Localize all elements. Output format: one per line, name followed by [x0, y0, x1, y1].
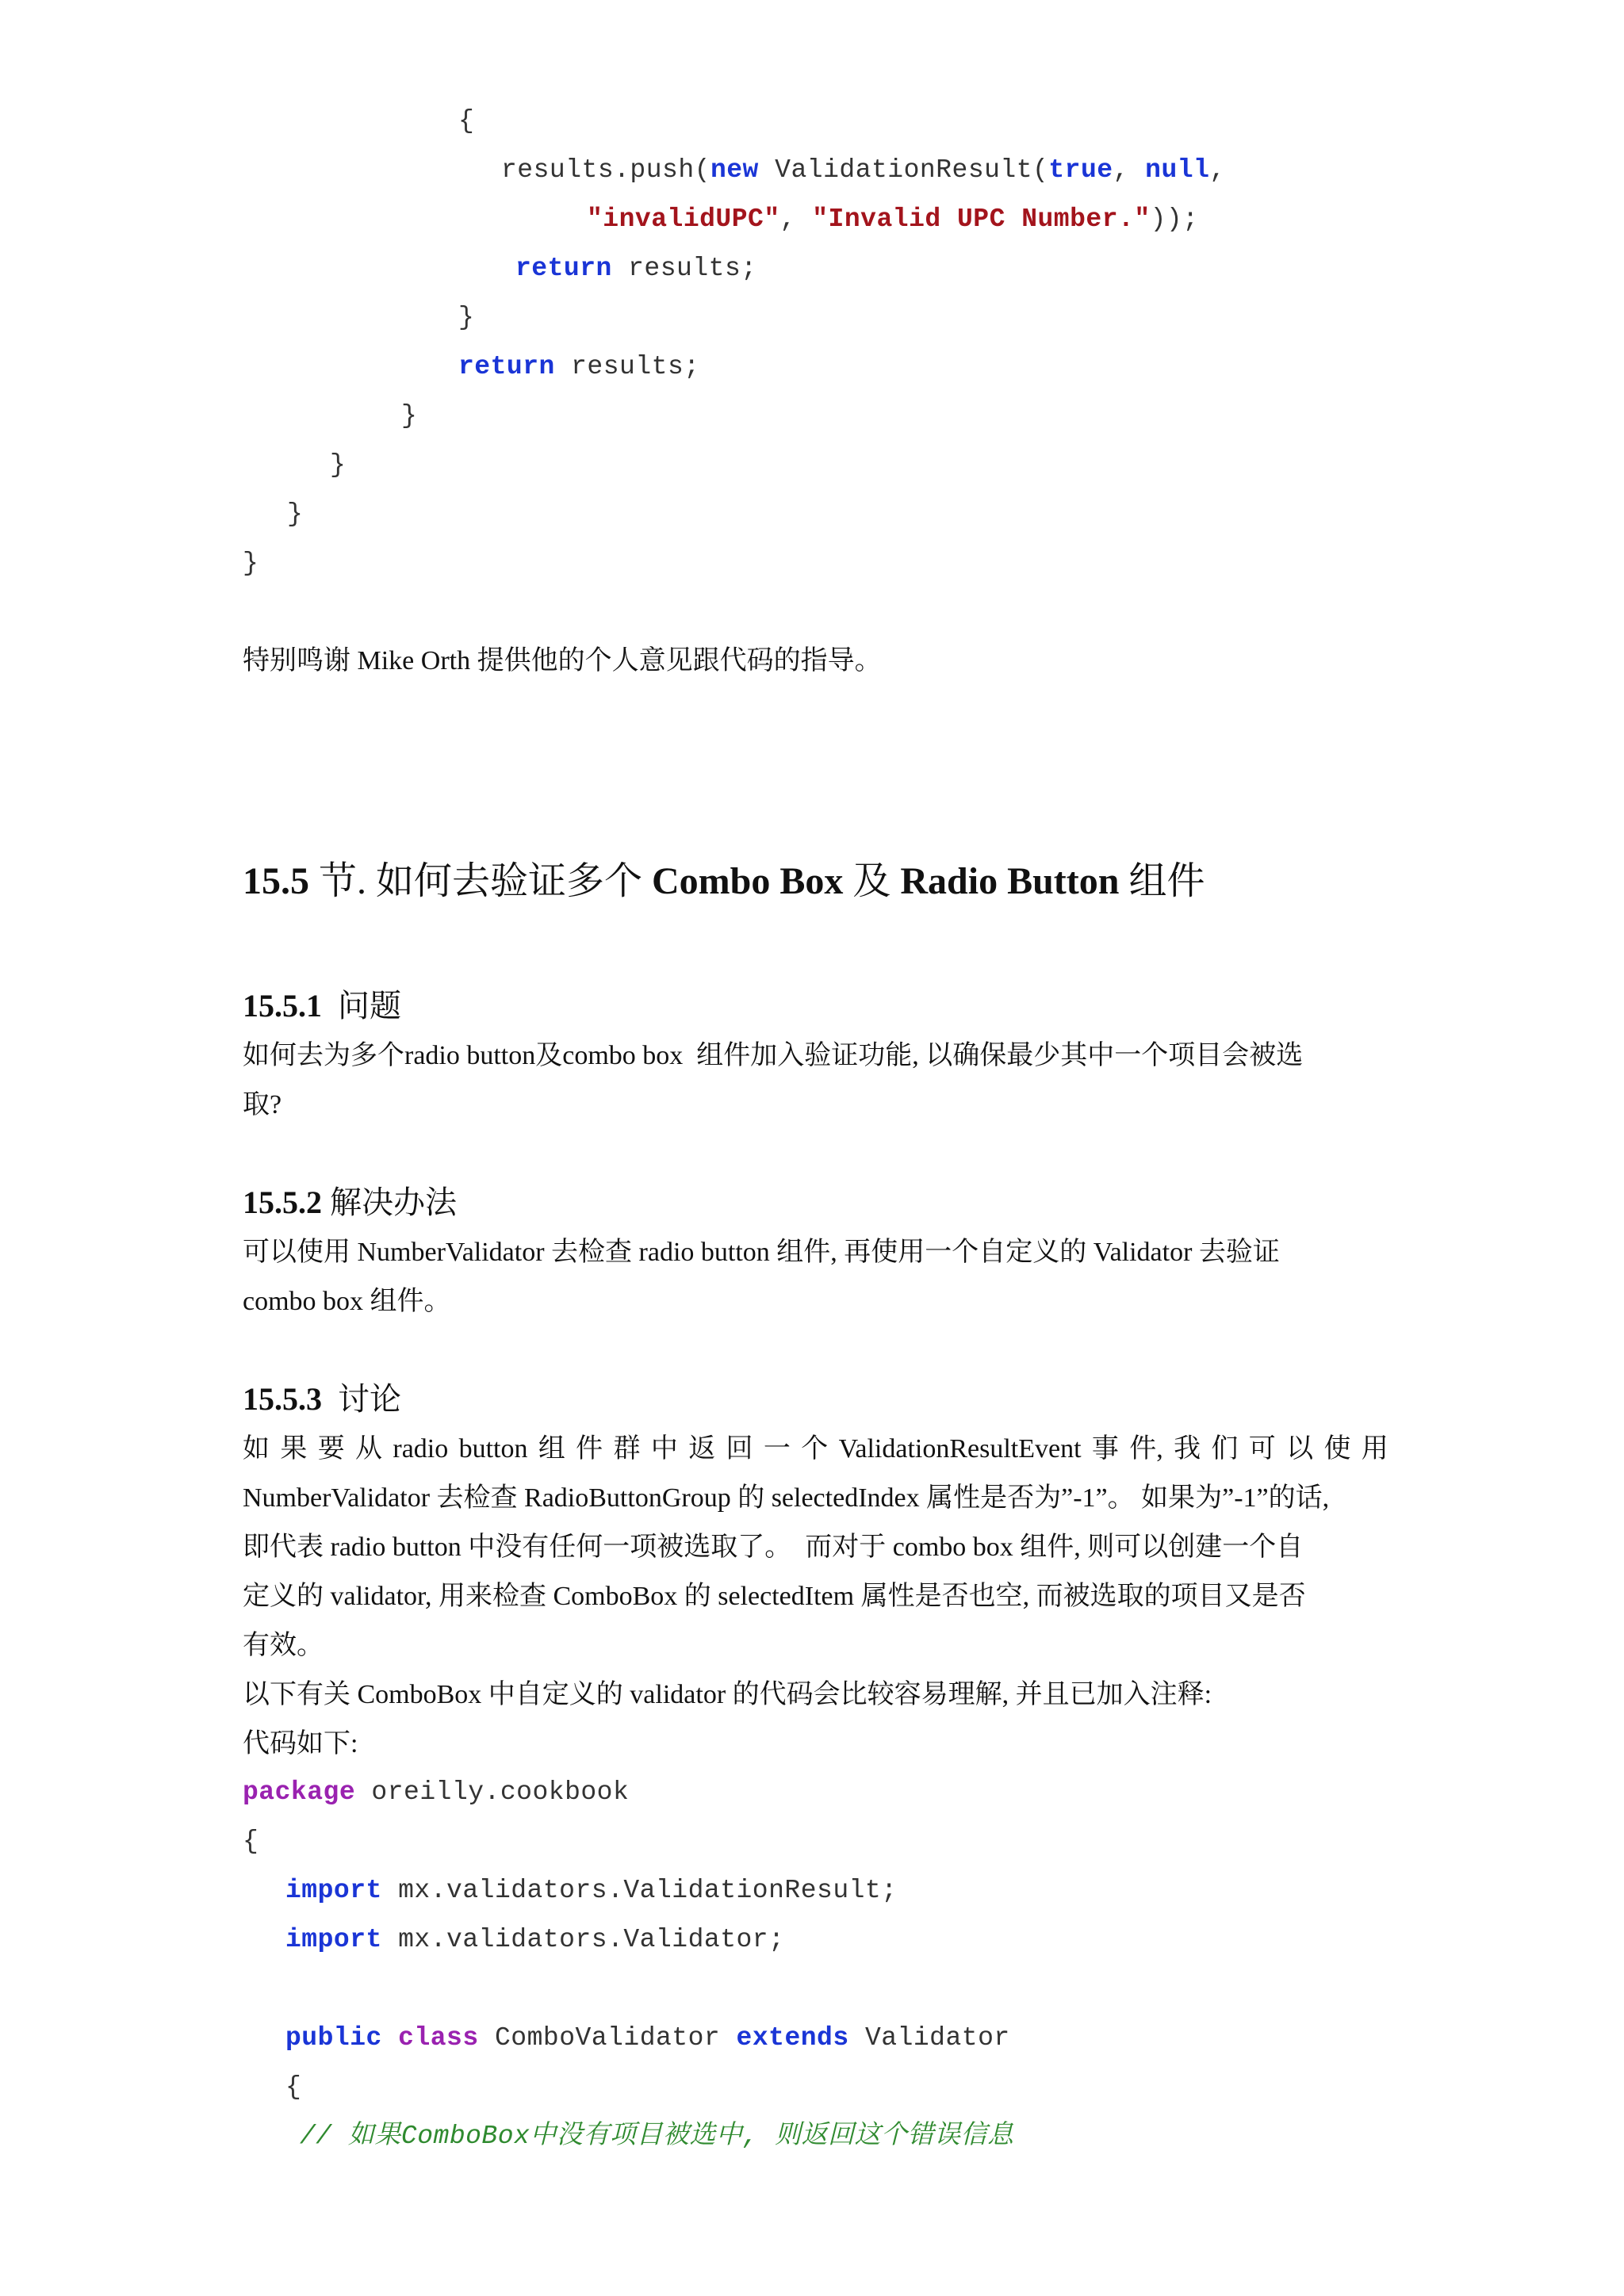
string-literal: "invalidUPC" — [587, 205, 780, 234]
paragraph-line: 可以使用 NumberValidator 去检查 radio button 组件, 再使用一个自定义的 Validator 去验证 — [243, 1238, 1280, 1267]
code-line: return results; — [458, 352, 700, 381]
code-line: import mx.validators.ValidationResult; — [285, 1876, 898, 1905]
code-line: } — [401, 401, 418, 430]
code-line: results.push(new ValidationResult(true, null, — [501, 155, 1226, 185]
code-line: "invalidUPC", "Invalid UPC Number.")); — [587, 205, 1199, 234]
code-line: import mx.validators.Validator; — [285, 1925, 785, 1954]
string-literal: "Invalid UPC Number." — [812, 205, 1151, 234]
keyword: package — [243, 1777, 356, 1807]
paragraph-line: 有效。 — [243, 1631, 324, 1660]
keyword: return — [515, 254, 612, 283]
keyword: true — [1048, 155, 1113, 185]
keyword: extends — [736, 2023, 849, 2053]
paragraph-line: NumberValidator 去检查 RadioButtonGroup 的 selectedIndex 属性是否为”-1”。 如果为”-1”的话, — [243, 1483, 1330, 1513]
code-line: } — [458, 303, 475, 332]
code-line: { — [458, 106, 475, 136]
subsection-title-problem: 15.5.1 问题 — [243, 988, 401, 1024]
keyword: public — [285, 2023, 382, 2053]
paragraph-line: 如何去为多个radio button及combo box 组件加入验证功能, 以确保最少其中一个项目会被选 — [243, 1041, 1304, 1070]
paragraph-line-justified: 如 果 要 从 radio button 组 件 群 中 返 回 一 个 ValidationResultEvent 事 件, 我 们 可 以 使 用 — [243, 1434, 1388, 1464]
acknowledgement-text: 特别鸣谢 Mike Orth 提供他的个人意见跟代码的指导。 — [243, 646, 882, 675]
paragraph-line: 代码如下: — [243, 1729, 358, 1758]
keyword: import — [285, 1876, 382, 1905]
section-title: 15.5 节. 如何去验证多个 Combo Box 及 Radio Button 组件 — [243, 860, 1205, 902]
paragraph-line: 即代表 radio button 中没有任何一项被选取了。 而对于 combo box 组件, 则可以创建一个自 — [243, 1533, 1304, 1562]
code-line: } — [330, 450, 347, 480]
code-comment: // 如果ComboBox中没有项目被选中, 则返回这个错误信息 — [300, 2122, 1014, 2151]
paragraph-line: 取? — [243, 1090, 282, 1119]
keyword: null — [1145, 155, 1210, 185]
paragraph-line: 定义的 validator, 用来检查 ComboBox 的 selectedItem 属性是否也空, 而被选取的项目又是否 — [243, 1582, 1306, 1611]
code-line: } — [287, 499, 304, 529]
code-line: public class ComboValidator extends Validator — [285, 2023, 1010, 2053]
keyword: return — [458, 352, 555, 381]
subsection-title-solution: 15.5.2 解决办法 — [243, 1184, 457, 1220]
code-line: return results; — [515, 254, 757, 283]
paragraph-line: 以下有关 ComboBox 中自定义的 validator 的代码会比较容易理解, 并且已加入注释: — [243, 1680, 1212, 1709]
code-line: } — [243, 549, 259, 578]
keyword: import — [285, 1925, 382, 1954]
code-line: { — [243, 1827, 259, 1856]
code-line: package oreilly.cookbook — [243, 1777, 630, 1807]
paragraph-line: combo box 组件。 — [243, 1287, 451, 1316]
code-line: { — [285, 2072, 302, 2102]
keyword: class — [398, 2023, 479, 2053]
subsection-title-discussion: 15.5.3 讨论 — [243, 1381, 401, 1417]
keyword: new — [710, 155, 759, 185]
